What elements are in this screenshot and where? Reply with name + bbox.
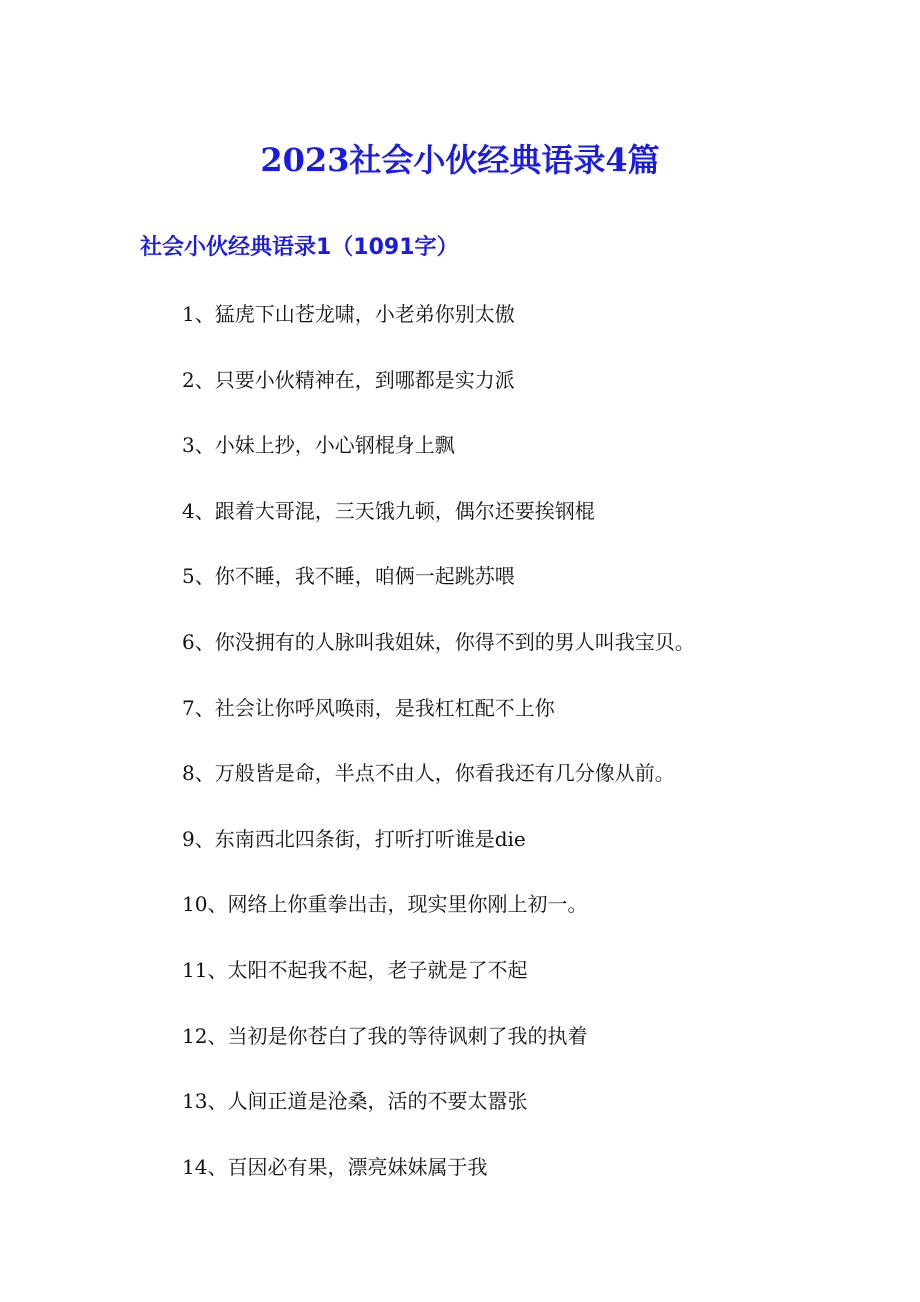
document-title: 2023社会小伙经典语录4篇 xyxy=(260,141,660,179)
quote-item-10: 10、网络上你重拳出击，现实里你刚上初一。 xyxy=(182,892,588,917)
quote-item-11: 11、太阳不起我不起，老子就是了不起 xyxy=(182,957,528,982)
quote-item-13: 13、人间正道是沧桑，活的不要太嚣张 xyxy=(182,1089,528,1114)
quote-item-3: 3、小妹上抄，小心钢棍身上飘 xyxy=(182,433,455,458)
section-heading: 社会小伙经典语录1（1091字） xyxy=(140,235,459,260)
quote-item-8: 8、万般皆是命，半点不由人，你看我还有几分像从前。 xyxy=(182,761,675,786)
quote-item-9: 9、东南西北四条街，打听打听谁是die xyxy=(182,826,526,851)
quote-item-4: 4、跟着大哥混，三天饿九顿，偶尔还要挨钢棍 xyxy=(182,498,595,523)
quote-item-7: 7、社会让你呼风唤雨，是我杠杠配不上你 xyxy=(182,695,555,720)
quote-item-5: 5、你不睡，我不睡，咱俩一起跳苏喂 xyxy=(182,564,515,589)
quote-list xyxy=(182,294,882,1212)
quote-item-14: 14、百因必有果，漂亮妹妹属于我 xyxy=(182,1154,488,1179)
quote-item-6: 6、你没拥有的人脉叫我姐妹，你得不到的男人叫我宝贝。 xyxy=(182,629,695,654)
quote-item-2: 2、只要小伙精神在，到哪都是实力派 xyxy=(182,367,515,392)
quote-item-12: 12、当初是你苍白了我的等待讽刺了我的执着 xyxy=(182,1023,588,1048)
quote-item-1: 1、猛虎下山苍龙啸，小老弟你别太傲 xyxy=(182,302,515,326)
